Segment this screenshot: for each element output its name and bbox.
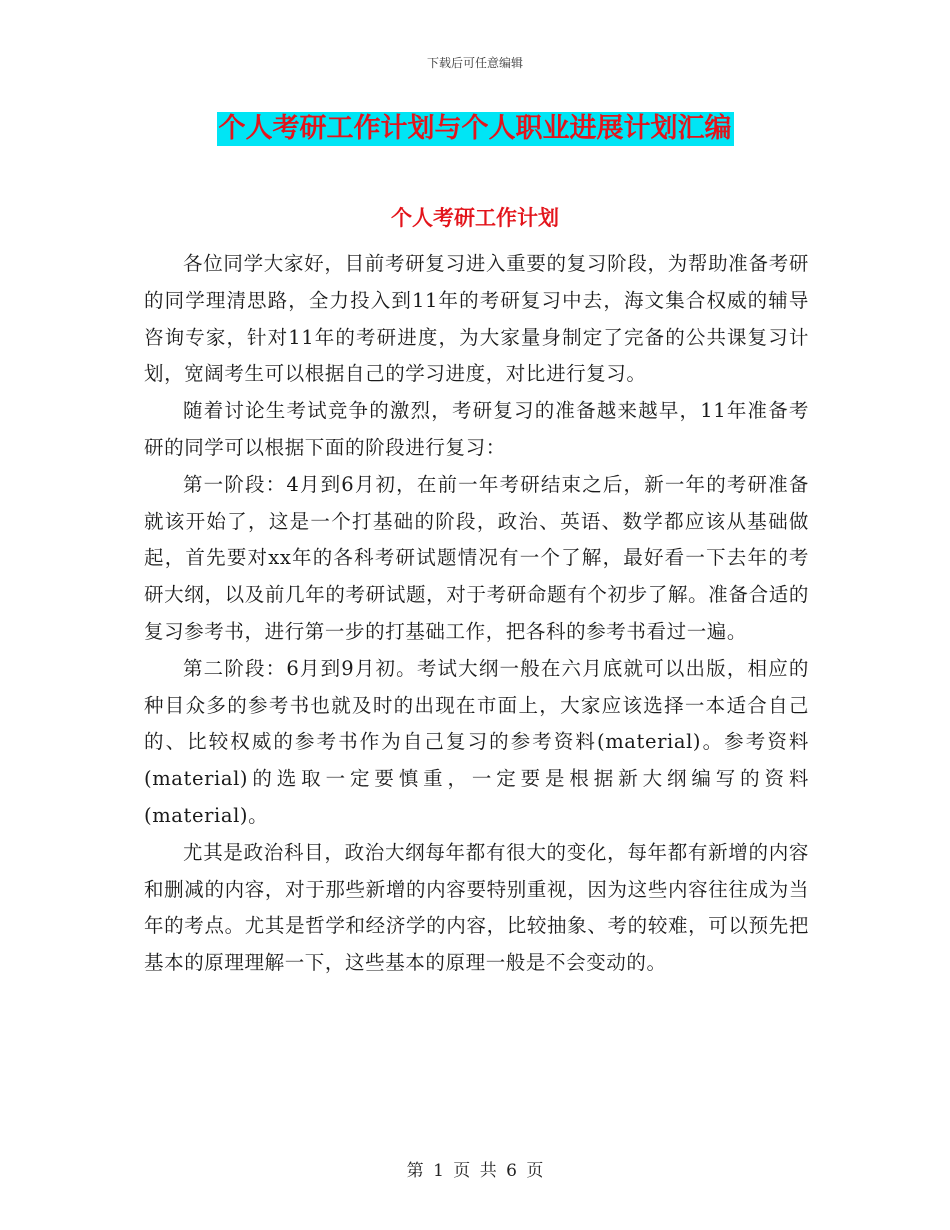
paragraph-5: 尤其是政治科目，政治大纲每年都有很大的变化，每年都有新增的内容和删减的内容，对于那些新增的内容要特别重视，因为这些内容往往成为当年的考点。尤其是哲学和经济学的内容，比较抽象、考的较难，可以预先把基本的原理理解一下，这些基本的原理一般是不会变动的。 (144, 840, 809, 975)
page-number-footer: 第 1 页 共 6 页 (406, 1161, 544, 1181)
paragraph-3: 第一阶段：4月到6月初，在前一年考研结束之后，新一年的考研准备就该开始了，这是一个打基础的阶段，政治、英语、数学都应该从基础做起，首先要对xx年的各科考研试题情况有一个了解，最好看一下去年的考研大纲，以及前几年的考研试题，对于考研命题有个初步了解。准备合适的复习参考书，进行第一步的打基础工作，把各科的参考书看过一遍。 (144, 472, 809, 643)
document-title-container (0, 112, 950, 146)
section-title: 个人考研工作计划 (391, 206, 559, 230)
page-header-note: 下载后可任意编辑 (426, 56, 523, 70)
paragraph-2: 随着讨论生考试竞争的激烈，考研复习的准备越来越早，11年准备考研的同学可以根据下面的阶段进行复习： (144, 399, 809, 459)
paragraph-1: 各位同学大家好，目前考研复习进入重要的复习阶段，为帮助准备考研的同学理清思路，全力投入到11年的考研复习中去，海文集合权威的辅导咨询专家，针对11年的考研进度，为大家量身制定了完备的公共课复习计划，宽阔考生可以根据自己的学习进度，对比进行复习。 (144, 252, 809, 386)
document-title: 个人考研工作计划与个人职业进展计划汇编 (218, 113, 732, 144)
document-body (144, 246, 809, 982)
paragraph-4: 第二阶段：6月到9月初。考试大纲一般在六月底就可以出版，相应的种目众多的参考书也就及时的出现在市面上，大家应该选择一本适合自己的、比较权威的参考书作为自己复习的参考资料(material)。参考资料(material)的选取一定要慎重，一定要是根据新大纲编写的资料(material)。 (144, 656, 809, 827)
